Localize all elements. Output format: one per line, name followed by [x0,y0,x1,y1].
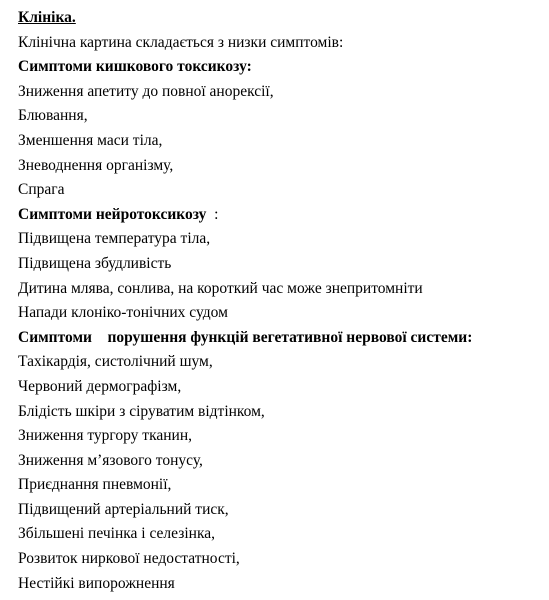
symptom-item: Спрага [18,181,65,199]
symptom-item: Підвищена температура тіла, [18,230,211,248]
symptom-item: Зниження апетиту до повної анорексії, [18,82,274,100]
symptom-item: Зниження тургору тканин, [18,427,193,445]
section-heading-neurotoxicosis-colon: : [206,205,219,223]
symptom-item: Блідість шкіри з сіруватим відтінком, [18,402,265,420]
symptom-item: Підвищена збудливість [18,254,172,272]
section-heading-neurotoxicosis-text: Симптоми нейротоксикозу [18,205,207,223]
intro-text: Клінічна картина складається з низки симптомів: [18,33,344,51]
symptom-item: Нестійкі випорожнення [18,574,175,592]
symptom-item: Блювання, [18,107,88,125]
section-heading-intestinal-toxicosis: Симптоми кишкового токсикозу: [18,58,252,76]
symptom-item: Дитина млява, сонлива, на короткий час може знепритомніти [18,279,423,297]
symptom-item: Збільшені печінка і селезінка, [18,525,215,543]
symptom-item: Червоний дермографізм, [18,377,182,395]
symptom-item: Зниження м’язового тонусу, [18,451,203,469]
symptom-item: Зневоднення організму, [18,156,174,174]
symptom-item: Підвищений артеріальний тиск, [18,500,229,518]
document-title: Клініка. [18,9,76,26]
symptom-item: Приєднання пневмонії, [18,476,172,494]
symptom-item: Зменшення маси тіла, [18,131,163,149]
section-heading-autonomic-dysfunction: Симптоми порушення функцій вегетативної нервової системи: [18,328,473,346]
section-heading-neurotoxicosis [18,203,543,228]
symptom-item: Тахікардія, систолічний шум, [18,353,213,371]
document-body [18,6,543,596]
symptom-item: Розвиток ниркової недостатності, [18,550,240,568]
symptom-item: Напади клоніко-тонічних судом [18,304,228,322]
